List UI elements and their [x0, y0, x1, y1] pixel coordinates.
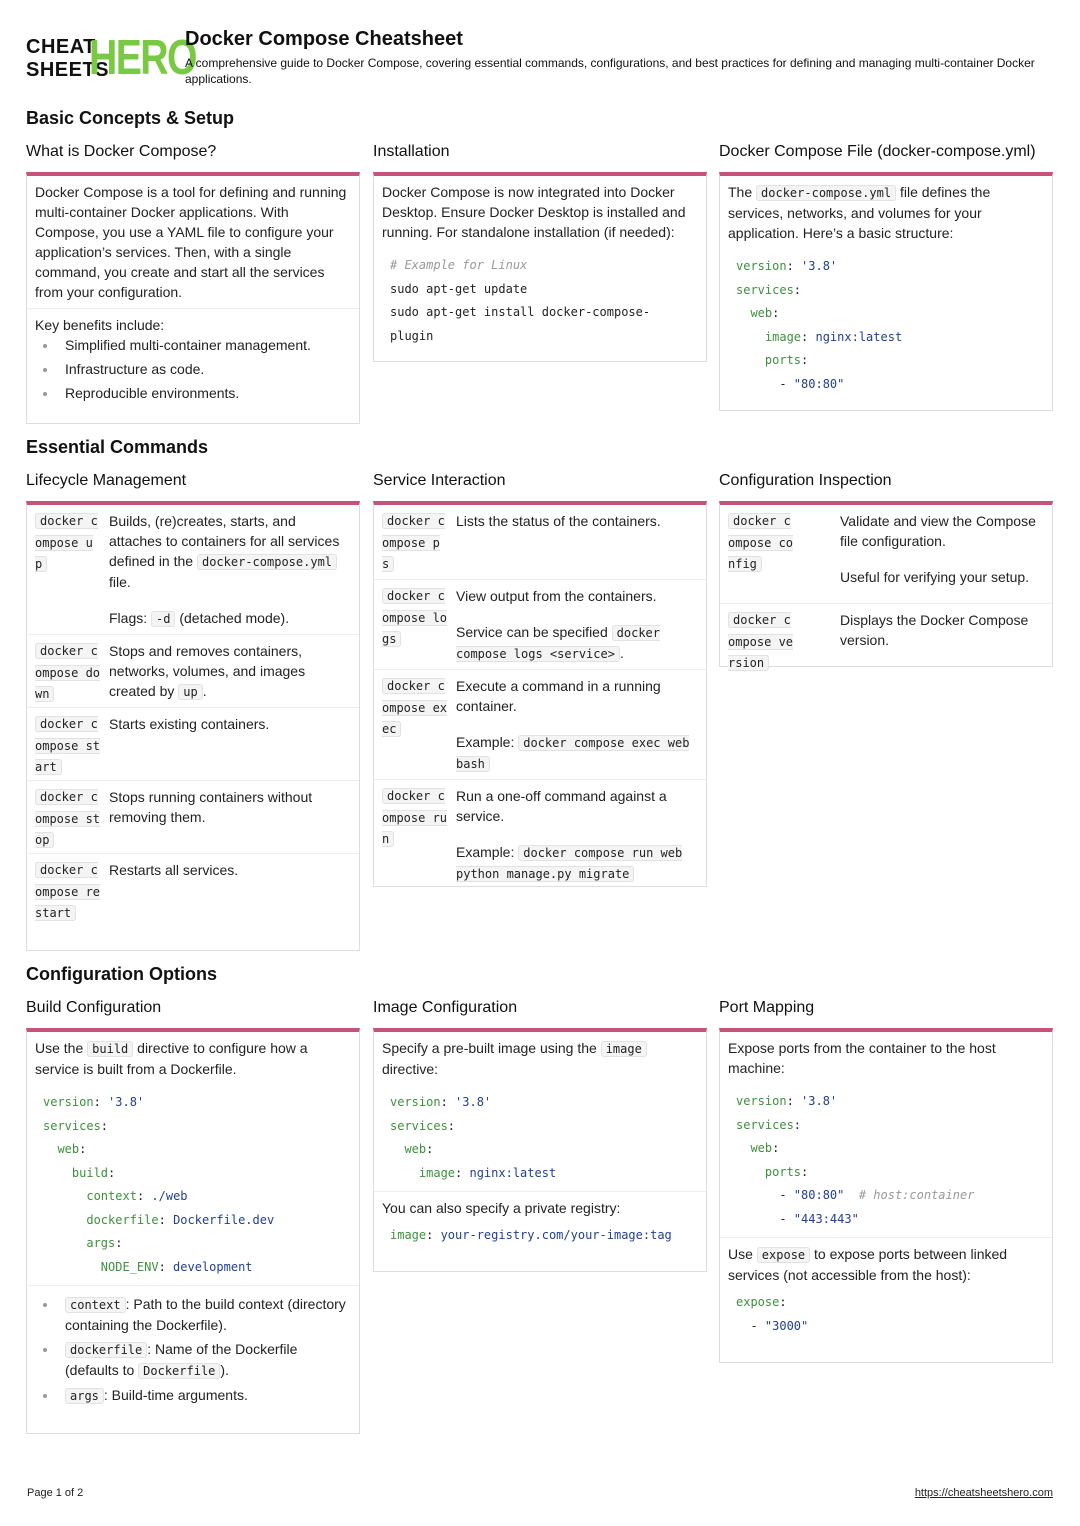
- text: to expose ports between linked services (not accessible from the host):: [728, 1246, 1008, 1283]
- inline-code: context: [65, 1297, 126, 1313]
- yaml-key: version: [736, 1094, 787, 1108]
- build-options-list: [35, 1292, 351, 1406]
- command-desc: [796, 511, 1044, 597]
- yaml-key: image: [418, 1165, 456, 1180]
- desc-note: Useful for verifying your setup.: [840, 569, 1030, 585]
- table-row: [27, 635, 359, 708]
- inline-code: build: [87, 1041, 133, 1057]
- yaml-key: ports: [764, 1164, 802, 1179]
- command-code: docker compose up: [35, 514, 98, 571]
- expose-code: expose: - "3000": [736, 1295, 809, 1333]
- command-name: [382, 511, 450, 573]
- yaml-key: services: [390, 1118, 448, 1133]
- command-code: docker compose run: [382, 789, 448, 846]
- build-options-block: [27, 1285, 359, 1416]
- table-row: [720, 604, 1052, 680]
- text: (detached mode).: [179, 610, 290, 626]
- installation-code: [374, 248, 706, 354]
- port-mapping-code: version: '3.8' services: web: ports: - "80:80" # host:container - "443:443": [736, 1094, 975, 1226]
- text: Specify a pre-built image using the: [382, 1040, 597, 1056]
- yaml-key: version: [43, 1095, 94, 1109]
- card-what-is: [26, 172, 360, 424]
- command-name: [35, 860, 103, 940]
- command-code: docker compose down: [35, 644, 101, 701]
- text: directive to configure how a service is built from a Dockerfile.: [35, 1040, 308, 1077]
- desc-example: [456, 842, 698, 884]
- yaml-key: web: [750, 1141, 773, 1155]
- command-code: docker compose restart: [35, 863, 101, 920]
- yaml-value: '3.8': [108, 1095, 145, 1109]
- text: file defines the services, networks, and volumes for your application. Here’s a basic structure:: [728, 184, 991, 241]
- table-row: [720, 505, 1052, 604]
- card-compose-file: [719, 172, 1053, 411]
- text: directive:: [382, 1061, 439, 1077]
- card-build-config: [26, 1028, 360, 1434]
- command-name: [728, 610, 796, 674]
- list-item: Reproducible environments.: [65, 383, 351, 403]
- image-config-code: version: '3.8' services: web: image: nginx:latest: [390, 1095, 557, 1180]
- cheatsheetshero-logo[interactable]: [26, 31, 196, 86]
- build-config-code: version: '3.8' services: web: build: context: ./web dockerfile: Dockerfile.dev args: NODE_ENV: development: [43, 1095, 275, 1274]
- card-title-port-mapping: Port Mapping: [719, 999, 815, 1016]
- table-row: [27, 781, 359, 854]
- card-config-inspection: [719, 501, 1053, 670]
- desc-note: Service can be specified docker compose logs <service> .: [456, 624, 661, 661]
- text: Flags:: [109, 610, 148, 626]
- benefits-block: [27, 308, 359, 413]
- command-code: docker compose start: [35, 717, 101, 774]
- desc-text: Run a one-off command against a service.: [456, 788, 667, 824]
- desc-example: [456, 732, 698, 774]
- yaml-value: "80:80": [793, 1188, 845, 1202]
- table-row: [374, 780, 706, 888]
- desc-text: Validate and view the Compose file configuration.: [840, 513, 1036, 549]
- logo-sheets: SHEETS: [26, 59, 110, 81]
- footer-link[interactable]: https://cheatsheetshero.com: [914, 1487, 1053, 1499]
- command-name: [35, 511, 103, 628]
- command-desc: Starts existing containers.: [109, 716, 270, 732]
- card-title-what-is: What is Docker Compose?: [26, 143, 217, 160]
- yaml-key: services: [43, 1118, 101, 1133]
- yaml-key: dockerfile: [86, 1212, 159, 1227]
- list-item: [65, 1385, 351, 1406]
- inline-code: Dockerfile: [138, 1363, 220, 1379]
- command-desc: Displays the Docker Compose version.: [840, 612, 1029, 648]
- command-desc: Stops running containers without removing them.: [109, 789, 313, 825]
- command-desc: [450, 586, 698, 663]
- command-desc: [103, 511, 351, 628]
- text: Use the: [35, 1040, 84, 1056]
- inline-code: up: [178, 684, 202, 700]
- command-name: [382, 786, 450, 882]
- list-item: [65, 1294, 351, 1335]
- page-subtitle: A comprehensive guide to Docker Compose, covering essential commands, configurations, and best practices for defining and managing multi-container Docker applications.: [185, 56, 1035, 86]
- inline-code: docker-compose.yml: [197, 554, 337, 570]
- page-title: Docker Compose Cheatsheet: [185, 28, 463, 50]
- command-code: docker compose stop: [35, 790, 101, 847]
- yaml-value: ./web: [151, 1189, 188, 1203]
- yaml-value: '3.8': [801, 259, 838, 273]
- card-port-mapping: [719, 1028, 1053, 1363]
- logo-hero: HERO: [89, 31, 196, 85]
- port-mapping-body: Expose ports from the container to the host machine:: [728, 1040, 996, 1076]
- list-item: Simplified multi-container management.: [65, 335, 351, 355]
- card-title-installation: Installation: [373, 143, 450, 160]
- table-row: [374, 580, 706, 670]
- yaml-key: args: [86, 1236, 116, 1250]
- command-name: [382, 586, 450, 663]
- card-title-lifecycle: Lifecycle Management: [26, 472, 187, 489]
- compose-file-code: version: '3.8' services: web: image: nginx:latest ports: - "80:80": [736, 259, 903, 391]
- inline-code: docker compose run web python manage.py migrate: [456, 846, 683, 881]
- table-row: [374, 670, 706, 780]
- list-item: [65, 1339, 351, 1381]
- yaml-key: image: [390, 1228, 427, 1242]
- command-desc: Lists the status of the containers.: [456, 513, 661, 529]
- text: Service can be specified: [456, 624, 608, 640]
- command-name: [35, 641, 103, 701]
- card-title-config-inspection: Configuration Inspection: [719, 472, 892, 489]
- private-registry-text: You can also specify a private registry:: [374, 1191, 706, 1224]
- command-desc: Restarts all services.: [109, 862, 239, 878]
- installation-body: Docker Compose is now integrated into Docker Desktop. Ensure Docker Desktop is installed and running. For standalone installation (if needed):: [382, 184, 686, 240]
- text: Example:: [456, 734, 515, 750]
- yaml-key: version: [390, 1095, 441, 1109]
- private-registry-code: image: your-registry.com/your-image:tag: [390, 1228, 672, 1242]
- benefits-list: [35, 335, 351, 403]
- yaml-key: expose: [736, 1295, 780, 1309]
- desc-text: [109, 511, 351, 592]
- code-line: plugin: [390, 328, 434, 343]
- image-config-body: [374, 1032, 706, 1085]
- benefits-label: Key benefits include:: [35, 317, 165, 333]
- yaml-value: nginx:latest: [469, 1165, 557, 1180]
- table-row: [374, 505, 706, 580]
- yaml-key: web: [57, 1142, 80, 1156]
- command-desc: [450, 676, 698, 773]
- yaml-value: Dockerfile.dev: [173, 1212, 275, 1227]
- command-code: docker compose config: [728, 514, 794, 571]
- section-essential-commands: Essential Commands: [26, 437, 209, 457]
- command-name: [35, 787, 103, 847]
- text: : Path to the build context (directory containing the Dockerfile).: [65, 1296, 346, 1333]
- card-installation: [373, 172, 707, 362]
- card-title-compose-file: Docker Compose File (docker-compose.yml): [719, 143, 1036, 160]
- code-comment: # Example for Linux: [390, 258, 528, 272]
- text: The: [728, 184, 753, 200]
- card-service-interaction: [373, 501, 707, 887]
- table-row: [27, 708, 359, 781]
- desc-text: Execute a command in a running container.: [456, 678, 661, 714]
- section-basic-concepts: Basic Concepts & Setup: [26, 108, 235, 128]
- inline-code: args: [65, 1388, 104, 1404]
- yaml-value: nginx:latest: [815, 329, 903, 344]
- yaml-key: version: [736, 259, 787, 273]
- inline-code: docker compose exec web bash: [456, 736, 690, 771]
- table-row: [27, 505, 359, 635]
- command-code: docker compose version: [728, 613, 794, 670]
- yaml-key: build: [71, 1165, 109, 1180]
- command-desc: Stops and removes containers, networks, volumes, and images created by up .: [109, 643, 306, 699]
- yaml-key: services: [736, 282, 794, 297]
- text: Stops and removes containers, networks, volumes, and images created by: [109, 643, 306, 699]
- yaml-key: services: [736, 1117, 794, 1132]
- yaml-key: context: [86, 1189, 137, 1203]
- text: : Build-time arguments.: [103, 1387, 248, 1403]
- compose-file-body: [720, 176, 1052, 249]
- text: Use: [728, 1246, 753, 1262]
- yaml-key: image: [764, 329, 802, 344]
- text: ).: [220, 1362, 229, 1378]
- yaml-value: your-registry.com/your-image:tag: [440, 1228, 672, 1242]
- inline-code: dockerfile: [65, 1342, 147, 1358]
- inline-code: image: [601, 1041, 647, 1057]
- yaml-value: '3.8': [801, 1094, 838, 1108]
- yaml-value: development: [173, 1259, 253, 1274]
- card-lifecycle: [26, 501, 360, 951]
- command-desc: [450, 786, 698, 882]
- command-name: [382, 676, 450, 773]
- code-comment: # host:container: [858, 1188, 975, 1202]
- card-title-build-config: Build Configuration: [26, 999, 162, 1016]
- list-item: Infrastructure as code.: [65, 359, 351, 379]
- what-is-body: Docker Compose is a tool for defining and running multi-container Docker applications. With Compose, you use a YAML file to configure your application’s services. Then, with a single command, you create and start all the services from your configuration.: [35, 184, 347, 300]
- yaml-value: "443:443": [793, 1211, 859, 1226]
- command-code: docker compose logs: [382, 589, 448, 646]
- command-name: [35, 714, 103, 774]
- yaml-key: NODE_ENV: [100, 1259, 159, 1274]
- expose-text: [720, 1237, 1052, 1291]
- page-header: [26, 28, 1056, 92]
- yaml-key: web: [750, 306, 773, 320]
- command-name: [728, 511, 796, 597]
- build-config-body: [27, 1032, 359, 1085]
- text: : Name of the Dockerfile (defaults to: [65, 1341, 298, 1378]
- desc-flags: [109, 608, 351, 629]
- text: file.: [109, 574, 131, 590]
- yaml-value: "3000": [764, 1318, 809, 1333]
- code-line: sudo apt-get install docker-compose-: [390, 305, 651, 319]
- yaml-key: web: [404, 1142, 427, 1156]
- card-title-image-config: Image Configuration: [373, 999, 518, 1016]
- logo-cheat: CHEAT: [26, 36, 96, 58]
- card-title-service-interaction: Service Interaction: [373, 472, 506, 489]
- inline-code: expose: [757, 1247, 810, 1263]
- section-configuration-options: Configuration Options: [26, 964, 217, 984]
- code-line: sudo apt-get update: [390, 281, 528, 296]
- inline-code: docker compose logs <service>: [456, 626, 661, 661]
- inline-code: -d: [151, 611, 175, 627]
- table-row: [27, 854, 359, 946]
- yaml-value: "80:80": [793, 376, 845, 391]
- yaml-key: ports: [764, 353, 802, 367]
- card-image-config: [373, 1028, 707, 1272]
- page-number: Page 1 of 2: [27, 1487, 84, 1499]
- text: Builds, (re)creates, starts, and attaches to containers for all services defined in the: [109, 513, 340, 569]
- yaml-value: '3.8': [455, 1095, 492, 1109]
- text: Example:: [456, 844, 515, 860]
- command-code: docker compose ps: [382, 514, 445, 571]
- inline-code: docker-compose.yml: [756, 185, 896, 201]
- desc-text: View output from the containers.: [456, 588, 657, 604]
- command-code: docker compose exec: [382, 679, 448, 736]
